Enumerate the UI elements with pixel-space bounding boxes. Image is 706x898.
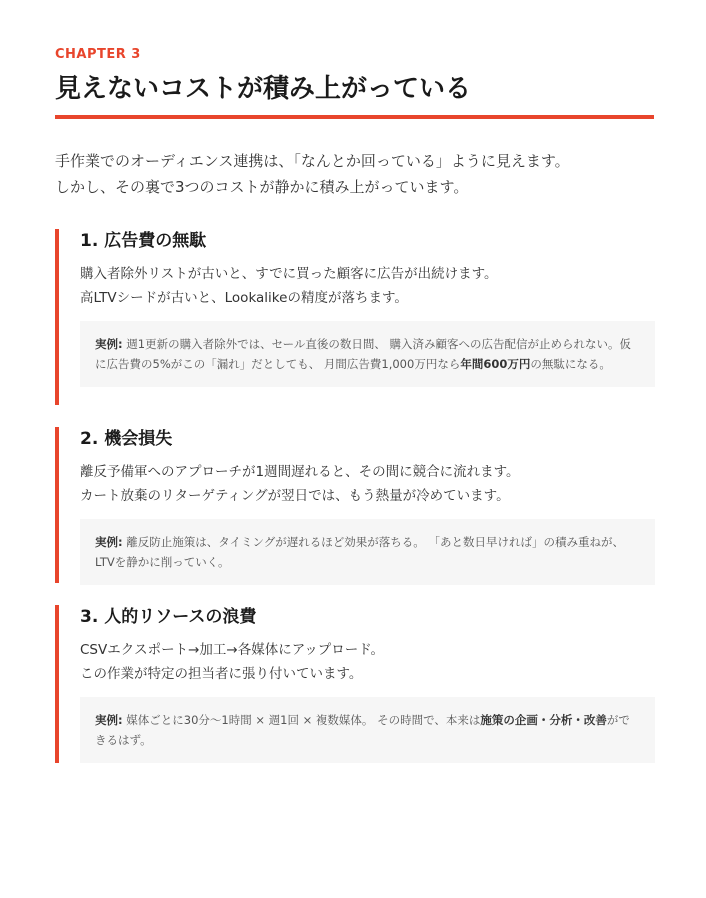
example-label: 実例: — [95, 337, 123, 351]
example-emphasis: 施策の企画・分析・改善 — [480, 713, 607, 727]
section-body-line: 離反予備軍へのアプローチが1週間遅れると、その間に競合に流れます。 — [80, 464, 520, 480]
section-body-line: 高LTVシードが古いと、Lookalikeの精度が落ちます。 — [80, 290, 408, 306]
intro-paragraph — [55, 148, 655, 200]
section-title: 2. 機会損失 — [80, 429, 173, 449]
section-body-line: カート放棄のリターゲティングが翌日では、もう熱量が冷めています。 — [80, 488, 510, 504]
example-text: 週1更新の購入者除外では、セール直後の数日間、 購入済み顧客への広告配信が止められない。仮に広告費の5%がこの「漏れ」だとしても、 月間広告費1,000万円なら — [95, 337, 632, 371]
example-text: 離反防止施策は、タイミングが遅れるほど効果が落ちる。 「あと数日早ければ」の積み重ねが、LTVを静かに削っていく。 — [95, 535, 624, 569]
section-body-line: この作業が特定の担当者に張り付いています。 — [80, 666, 363, 682]
example-label: 実例: — [95, 535, 123, 549]
section-opportunity-loss — [55, 427, 655, 583]
example-box — [80, 697, 655, 763]
chapter-title: 見えないコストが積み上がっている — [55, 74, 472, 104]
intro-line: 手作業でのオーディエンス連携は、「なんとか回っている」ように見えます。 — [55, 152, 570, 170]
example-box — [80, 519, 655, 585]
example-text: ができるはず。 — [95, 713, 630, 747]
section-title: 3. 人的リソースの浪費 — [80, 607, 257, 627]
example-label: 実例: — [95, 713, 123, 727]
example-text: 媒体ごとに30分〜1時間 × 週1回 × 複数媒体。 その時間で、本来は — [122, 713, 481, 727]
section-body-line: 購入者除外リストが古いと、すでに買った顧客に広告が出続けます。 — [80, 266, 498, 282]
example-text: の無駄になる。 — [530, 357, 611, 371]
section-title: 1. 広告費の無駄 — [80, 231, 207, 251]
section-body — [80, 638, 655, 686]
chapter-label: CHAPTER 3 — [55, 47, 141, 62]
example-emphasis: 年間600万円 — [460, 357, 531, 371]
title-divider — [55, 115, 654, 119]
intro-line: しかし、その裏で3つのコストが静かに積み上がっています。 — [55, 178, 469, 196]
section-body — [80, 460, 655, 508]
section-body-line: CSVエクスポート→加工→各媒体にアップロード。 — [80, 642, 385, 658]
section-body — [80, 262, 655, 310]
section-ad-waste — [55, 229, 655, 405]
example-box — [80, 321, 655, 387]
section-human-resource-waste — [55, 605, 655, 763]
